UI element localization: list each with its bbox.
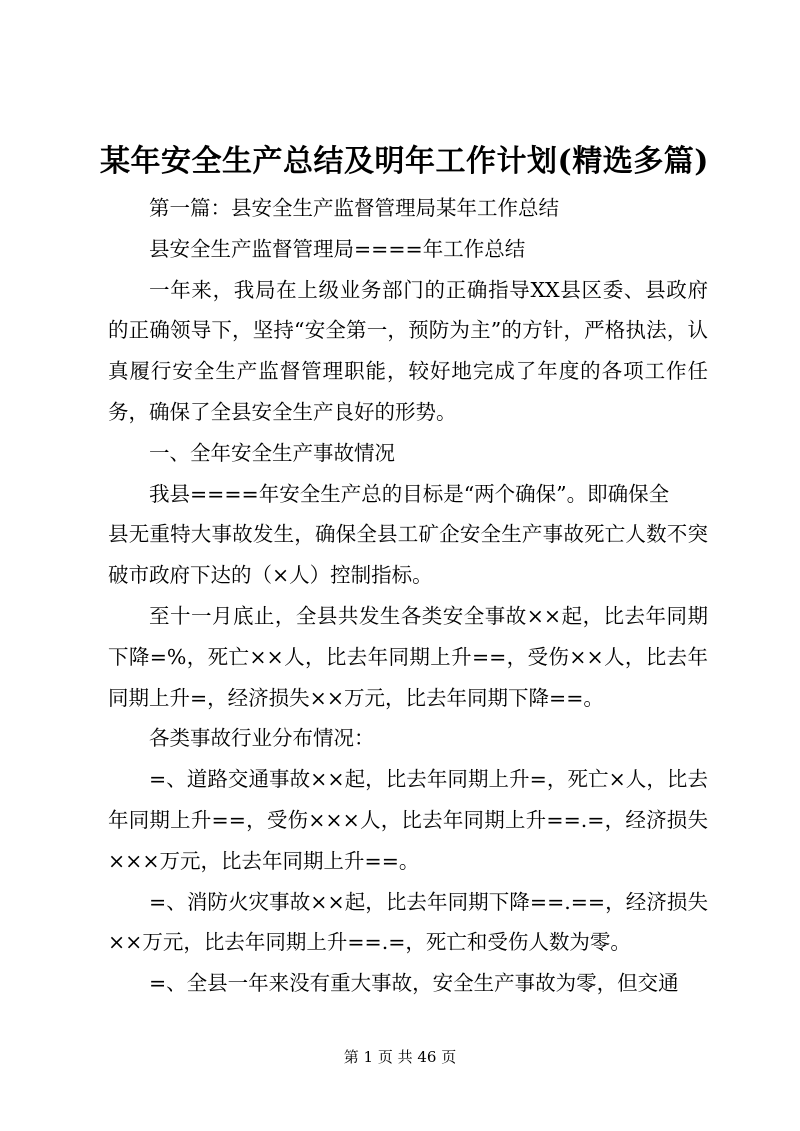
- document-body: [108, 188, 708, 1004]
- paragraph-no-major-accidents: =、全县一年来没有重大事故，安全生产事故为零，但交通: [149, 971, 679, 996]
- paragraph-section-heading: 第一篇：县安全生产监督管理局某年工作总结: [149, 196, 559, 220]
- paragraph-overview: 一年来，我局在上级业务部门的正确指导XX县区委、县政府的正确领导下，坚持“安全第一，预防为主”的方针，严格执法，认真履行安全生产监督管理职能，较好地完成了年度的各项工作任务，确保了全县安全生产良好的形势。: [108, 277, 708, 424]
- page-number-footer: 第 1 页 共 46 页: [343, 1048, 457, 1066]
- paragraph-goal-continuation: 县无重特大事故发生，确保全县工矿企安全生产事故死亡人数不突破市政府下达的（×人）控制指标。: [108, 522, 708, 588]
- paragraph-road-traffic: =、道路交通事故××起，比去年同期上升=，死亡×人，比去年同期上升==，受伤×××人，比去年同期上升==.=，经济损失×××万元，比去年同期上升==。: [108, 767, 708, 873]
- document-title: 某年安全生产总结及明年工作计划(精选多篇): [100, 144, 709, 179]
- paragraph-subheading: 一、全年安全生产事故情况: [149, 440, 395, 465]
- paragraph-goal-line: 我县====年安全生产总的目标是“两个确保”。即确保全: [149, 481, 670, 506]
- paragraph-report-title: 县安全生产监督管理局====年工作总结: [149, 236, 526, 261]
- paragraph-statistics: 至十一月底止，全县共发生各类安全事故××起，比去年同期下降=%，死亡××人，比去年同期上升==，受伤××人，比去年同期上升=，经济损失××万元，比去年同期下降==。: [108, 603, 708, 710]
- paragraph-distribution-heading: 各类事故行业分布情况：: [149, 726, 375, 751]
- paragraph-fire: =、消防火灾事故××起，比去年同期下降==.==，经济损失××万元，比去年同期上升==.=，死亡和受伤人数为零。: [108, 889, 708, 955]
